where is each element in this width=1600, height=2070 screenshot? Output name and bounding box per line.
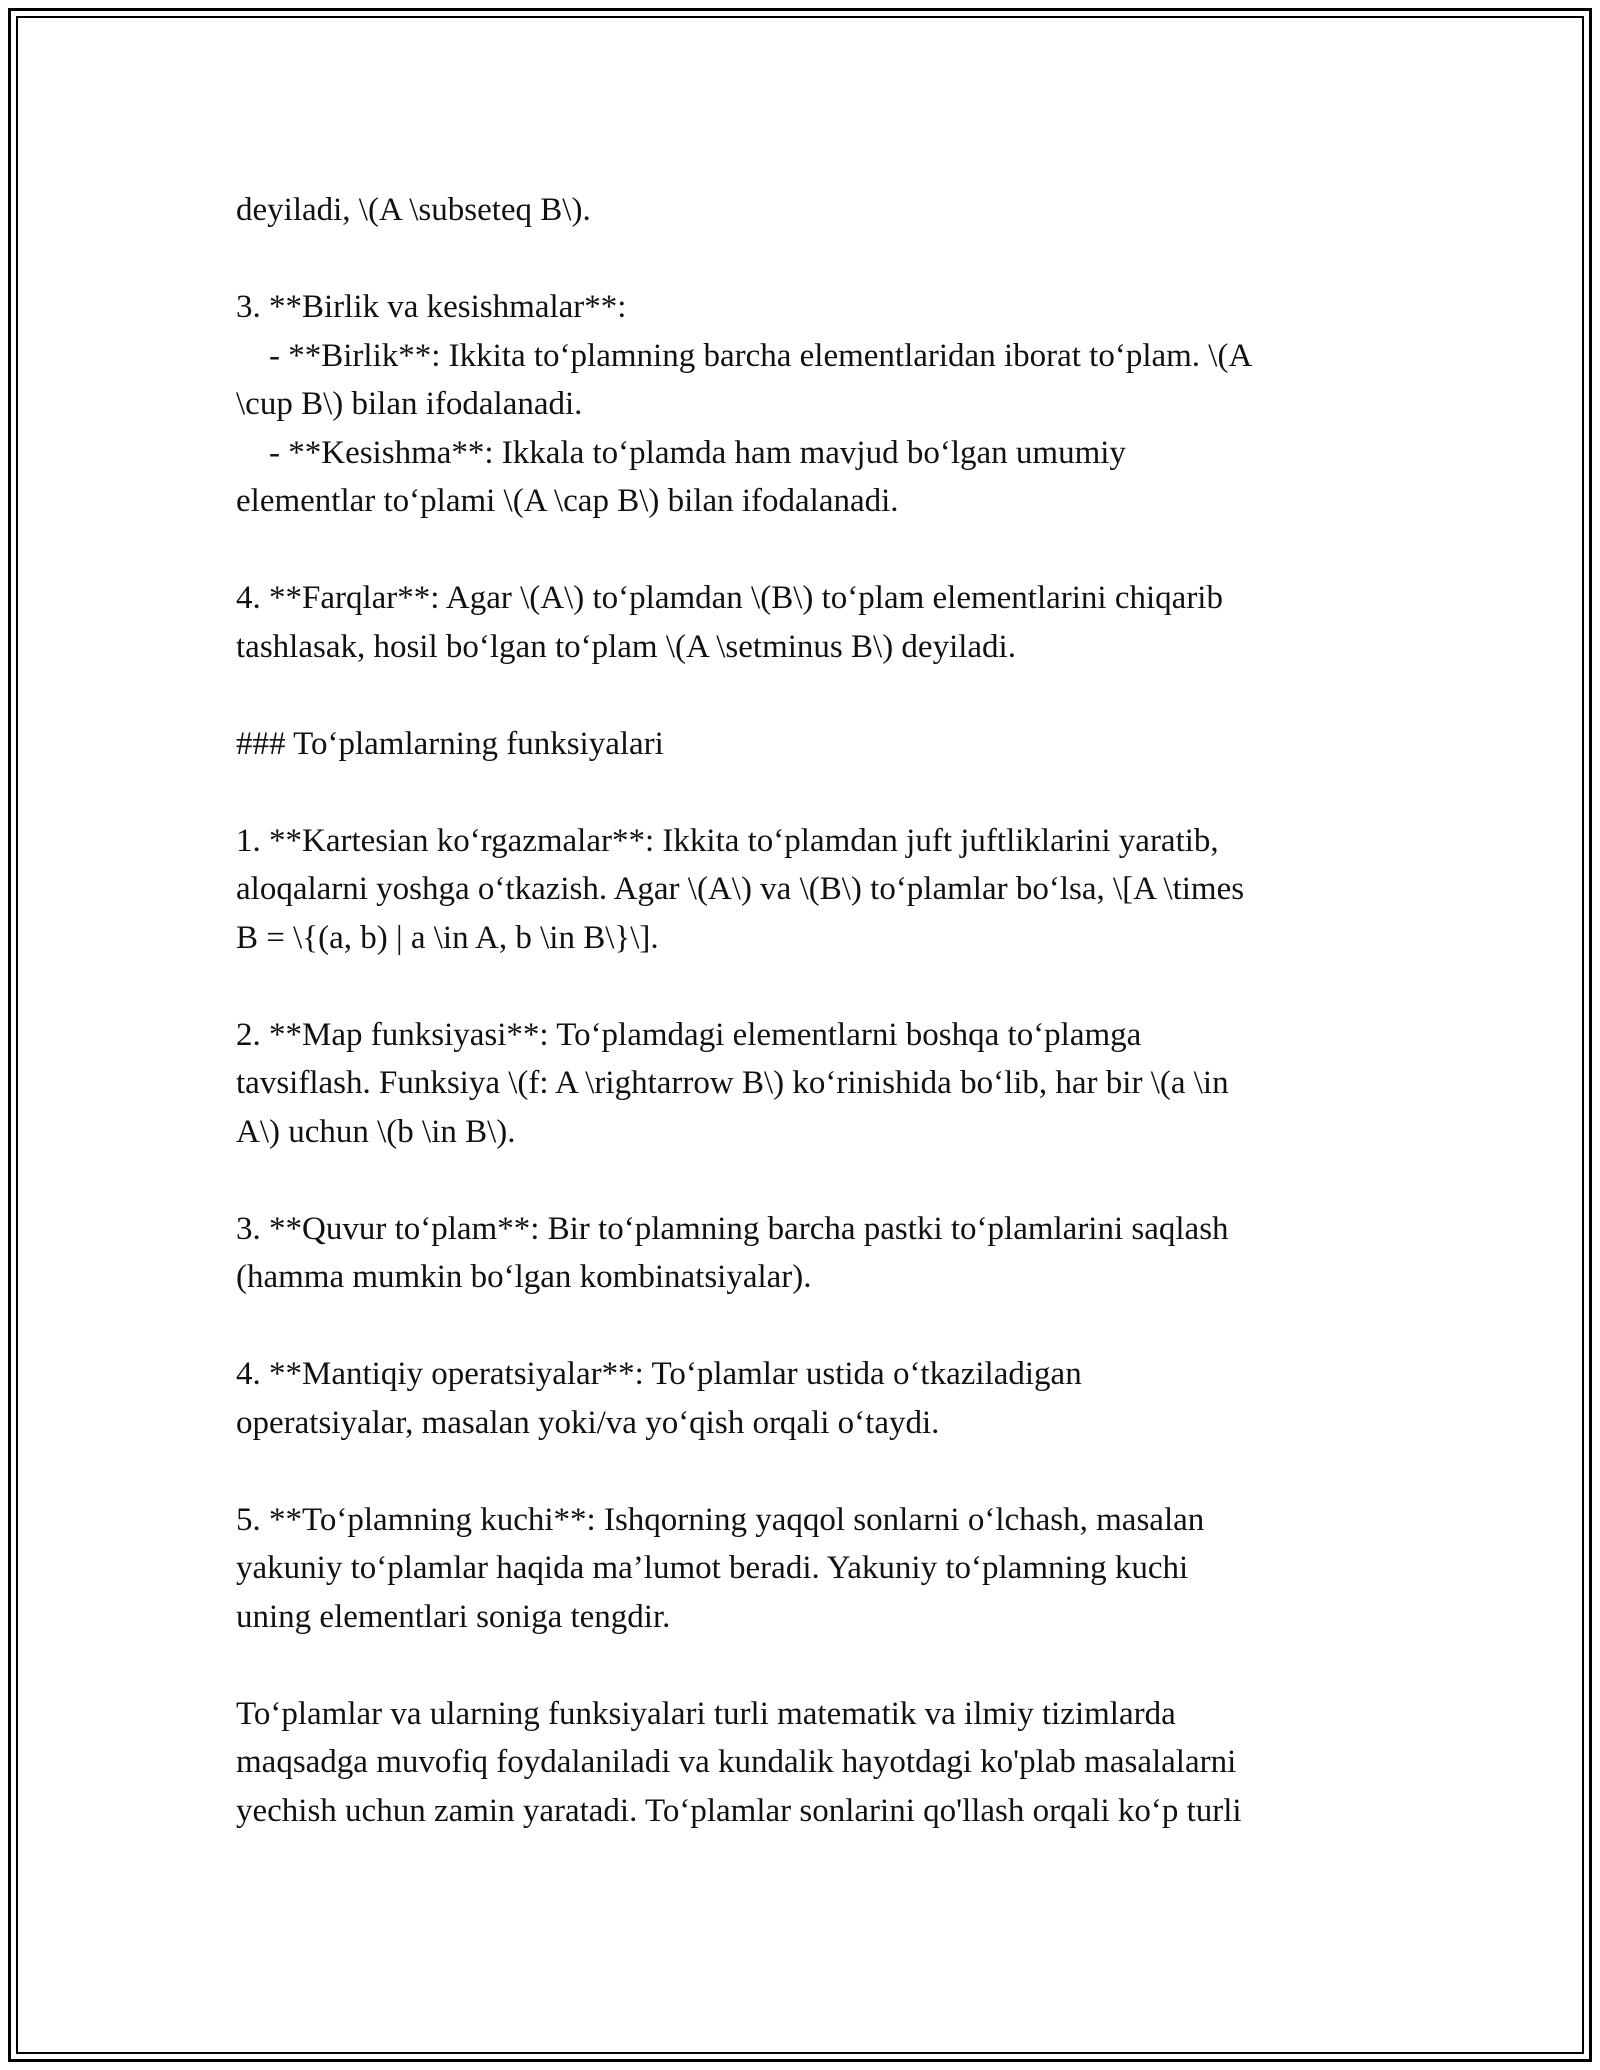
text-line: deyiladi, \(A \subseteq B\). [236, 192, 591, 228]
section-heading [236, 720, 1386, 769]
list-item-kartesian [236, 817, 1386, 963]
heading-line: ### To‘plamlarning funksiyalari [236, 725, 664, 762]
text-line: 1. **Kartesian ko‘rgazmalar**: Ikkita to‘plamdan juft juftliklarini yaratib, [236, 822, 1219, 859]
list-item-birlik-kesishmalar [236, 283, 1386, 526]
closing-paragraph [236, 1690, 1386, 1836]
text-line: 3. **Quvur to‘plam**: Bir to‘plamning barcha pastki to‘plamlarini saqlash [236, 1210, 1229, 1247]
text-line: 4. **Mantiqiy operatsiyalar**: To‘plamlar ustida o‘tkaziladigan [236, 1356, 1082, 1392]
text-line: maqsadga muvofiq foydalaniladi va kundalik hayotdagi ko'plab masalalarni [236, 1744, 1237, 1780]
text-line: yechish uchun zamin yaratadi. To‘plamlar sonlarini qo'llash orqali ko‘p turli [236, 1792, 1242, 1829]
text-line: To‘plamlar va ularning funksiyalari turli matematik va ilmiy tizimlarda [236, 1695, 1176, 1732]
text-line: 3. **Birlik va kesishmalar**: [236, 289, 627, 325]
text-line: 4. **Farqlar**: Agar \(A\) to‘plamdan \(B\) to‘plam elementlarini chiqarib [236, 580, 1223, 616]
list-item-toplamning-kuchi [236, 1496, 1386, 1642]
text-line: uning elementlari soniga tengdir. [236, 1598, 671, 1635]
text-line: A\) uchun \(b \in B\). [236, 1113, 516, 1150]
text-line: - **Kesishma**: Ikkala to‘plamda ham mavjud bo‘lgan umumiy [236, 434, 1126, 471]
list-item-quvur-toplam [236, 1205, 1386, 1302]
text-line: tavsiflash. Funksiya \(f: A \rightarrow B\) ko‘rinishida bo‘lib, har bir \(a \in [236, 1065, 1229, 1101]
text-line: aloqalarni yoshga o‘tkazish. Agar \(A\) va \(B\) to‘plamlar bo‘lsa, \[A \times [236, 871, 1245, 907]
list-item-map-funksiyasi [236, 1011, 1386, 1157]
text-line: - **Birlik**: Ikkita to‘plamning barcha elementlaridan iborat to‘plam. \(A [236, 337, 1253, 374]
text-line: B = \{(a, b) | a \in A, b \in B\}\]. [236, 919, 659, 956]
paragraph-continuation [236, 186, 1386, 235]
text-line: yakuniy to‘plamlar haqida ma’lumot beradi. Yakuniy to‘plamning kuchi [236, 1550, 1189, 1586]
list-item-farqlar [236, 574, 1386, 671]
text-line: 5. **To‘plamning kuchi**: Ishqorning yaqqol sonlarni o‘lchash, masalan [236, 1501, 1205, 1538]
document-body [236, 186, 1386, 1835]
text-line: elementlar to‘plami \(A \cap B\) bilan ifodalanadi. [236, 483, 899, 519]
text-line: \cup B\) bilan ifodalanadi. [236, 386, 583, 422]
text-line: operatsiyalar, masalan yoki/va yo‘qish orqali o‘taydi. [236, 1404, 940, 1441]
text-line: (hamma mumkin bo‘lgan kombinatsiyalar). [236, 1259, 812, 1295]
text-line: 2. **Map funksiyasi**: To‘plamdagi elementlarni boshqa to‘plamga [236, 1016, 1142, 1053]
text-line: tashlasak, hosil bo‘lgan to‘plam \(A \setminus B\) deyiladi. [236, 628, 1016, 665]
list-item-mantiqiy-operatsiyalar [236, 1350, 1386, 1447]
